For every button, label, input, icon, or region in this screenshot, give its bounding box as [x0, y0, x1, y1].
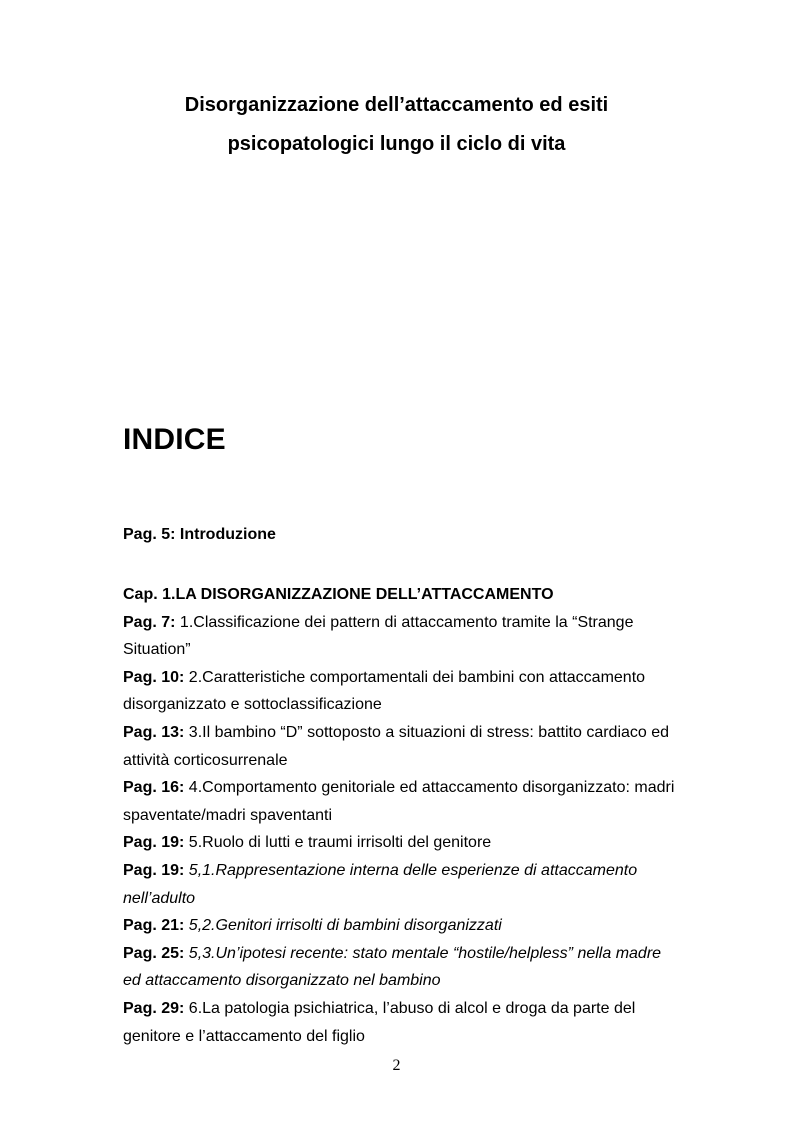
toc-page-ref: Pag. 16: — [123, 779, 185, 797]
table-of-contents — [123, 581, 683, 1050]
page-number: 2 — [392, 1057, 401, 1074]
toc-entry-text: 5,1.Rappresentazione interna delle esperienze di attaccamento nell’adulto — [123, 861, 638, 907]
toc-entry-text: 4.Comportamento genitoriale ed attaccamento disorganizzato: madri spaventate/madri spaventanti — [123, 779, 675, 824]
toc-page-ref: Pag. 25: — [123, 944, 185, 962]
toc-entry-text: 5,2.Genitori irrisolti di bambini disorganizzati — [184, 917, 502, 935]
toc-entry-text: 6.La patologia psichiatrica, l’abuso di alcol e droga da parte del genitore e l’attaccamento del figlio — [123, 999, 636, 1045]
toc-entry — [123, 829, 683, 857]
title-line-2: psicopatologici lungo il ciclo di vita — [227, 133, 566, 155]
toc-entry-text: 5,3.Un’ipotesi recente: stato mentale “hostile/helpless” nella madre ed attaccamento disorganizzato nel bambino — [123, 944, 662, 990]
toc-page-ref: Pag. 29: — [123, 999, 185, 1017]
toc-entry-text: 3.Il bambino “D” sottoposto a situazioni di stress: battito cardiaco ed attività corticosurrenale — [123, 723, 670, 769]
toc-entry — [123, 940, 683, 995]
toc-entry — [123, 719, 683, 774]
document-title — [0, 88, 793, 161]
toc-page-ref: Pag. 19: — [123, 861, 185, 879]
toc-entry-text: 2.Caratteristiche comportamentali dei bambini con attaccamento disorganizzato e sottoclassificazione — [123, 668, 646, 714]
toc-page-ref: Pag. 19: — [123, 834, 185, 852]
toc-entry — [123, 857, 683, 912]
index-heading: INDICE — [123, 423, 226, 456]
toc-entry — [123, 664, 683, 719]
toc-entry — [123, 912, 683, 940]
toc-entry-text: 5.Ruolo di lutti e traumi irrisolti del genitore — [184, 834, 492, 852]
toc-page-ref: Pag. 21: — [123, 917, 185, 935]
toc-page-ref: Pag. 7: — [123, 613, 176, 631]
toc-entry — [123, 774, 683, 829]
toc-entry — [123, 995, 683, 1050]
toc-entry — [123, 609, 683, 664]
toc-intro-entry: Pag. 5: Introduzione — [123, 526, 276, 543]
toc-entry-text: 1.Classificazione dei pattern di attaccamento tramite la “Strange Situation” — [123, 613, 634, 659]
toc-page-ref: Pag. 10: — [123, 668, 185, 686]
toc-chapter-heading: Cap. 1.LA DISORGANIZZAZIONE DELL’ATTACCAMENTO — [123, 586, 554, 603]
title-line-1: Disorganizzazione dell’attaccamento ed esiti — [184, 94, 609, 116]
toc-page-ref: Pag. 13: — [123, 723, 185, 741]
